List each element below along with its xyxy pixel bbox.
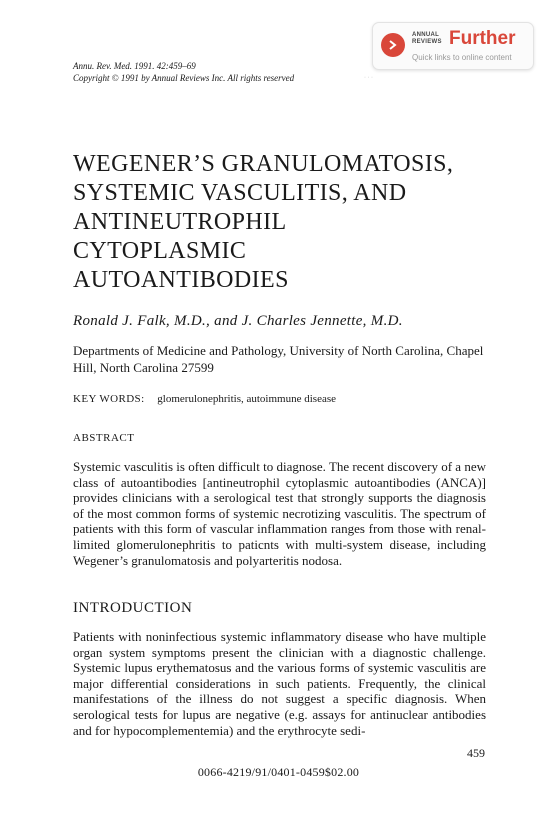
affiliation: Departments of Medicine and Pathology, University of North Carolina, Chapel Hill, North Carolina 27599 [73,343,484,375]
keywords-label: KEY WORDS: [73,393,145,405]
citation-line-1: Annu. Rev. Med. 1991. 42:459–69 [73,61,196,71]
introduction-text: Patients with noninfectious systemic inflammatory disease who have multiple organ system symptoms present the clinician with a diagnostic challenge. Systemic lupus erythematosus and the various forms of systemic vasculitis are major differential considerations in such patients. Frequently, the clinical manifestations of the illness do not suggest a specific diagnosis. When serological tests for lupus are negative (e.g. assays for antinuclear antibodies and for hypocomplementemia) and the erythrocyte sedi- [73,629,486,738]
divider-dots: · · · [364,75,373,81]
keywords-value: glomerulonephritis, autoimmune disease [157,393,336,405]
issn-code: 0066-4219/91/0401-0459$02.00 [197,765,360,779]
citation-line-2: Copyright © 1991 by Annual Reviews Inc. All rights reserved [73,73,295,83]
title-line: CYTOPLASMIC [73,238,247,264]
badge-annual-label: ANNUAL [412,32,440,38]
badge-subtitle: Quick links to online content [412,53,512,62]
abstract-text: Systemic vasculitis is often difficult to diagnose. The recent discovery of a new class of autoantibodies [antineutrophil cytoplasmic autoantibodies (ANCA)] provides clinicians with a serological test that strongly supports the diagnosis of the most common forms of systemic necrotizing vasculitis. The spectrum of patients with this form of vascular inflammation ranges from those with renal-limited glomerulonephritis to paticnts with multi-system disease, including Wegener’s granulomatosis and polyarteritis nodosa. [73,459,486,568]
arrow-right-icon [381,33,405,57]
authors: Ronald J. Falk, M.D., and J. Charles Jennette, M.D. [73,313,403,329]
page-number: 459 [467,746,485,760]
title-line: WEGENER’S GRANULOMATOSIS, [73,151,454,177]
title-line: AUTOANTIBODIES [73,267,289,293]
keywords [73,393,336,405]
badge-further-label: Further [449,28,516,49]
badge-annual-reviews [412,32,442,46]
journal-citation [73,60,294,84]
annual-reviews-further-badge[interactable] [372,22,534,70]
title-line: SYSTEMIC VASCULITIS, AND [73,180,407,206]
article-title [73,150,513,295]
badge-reviews-label: REVIEWS [412,39,442,45]
title-line: ANTINEUTROPHIL [73,209,287,235]
introduction-heading: INTRODUCTION [73,600,193,616]
abstract-heading: ABSTRACT [73,432,135,444]
